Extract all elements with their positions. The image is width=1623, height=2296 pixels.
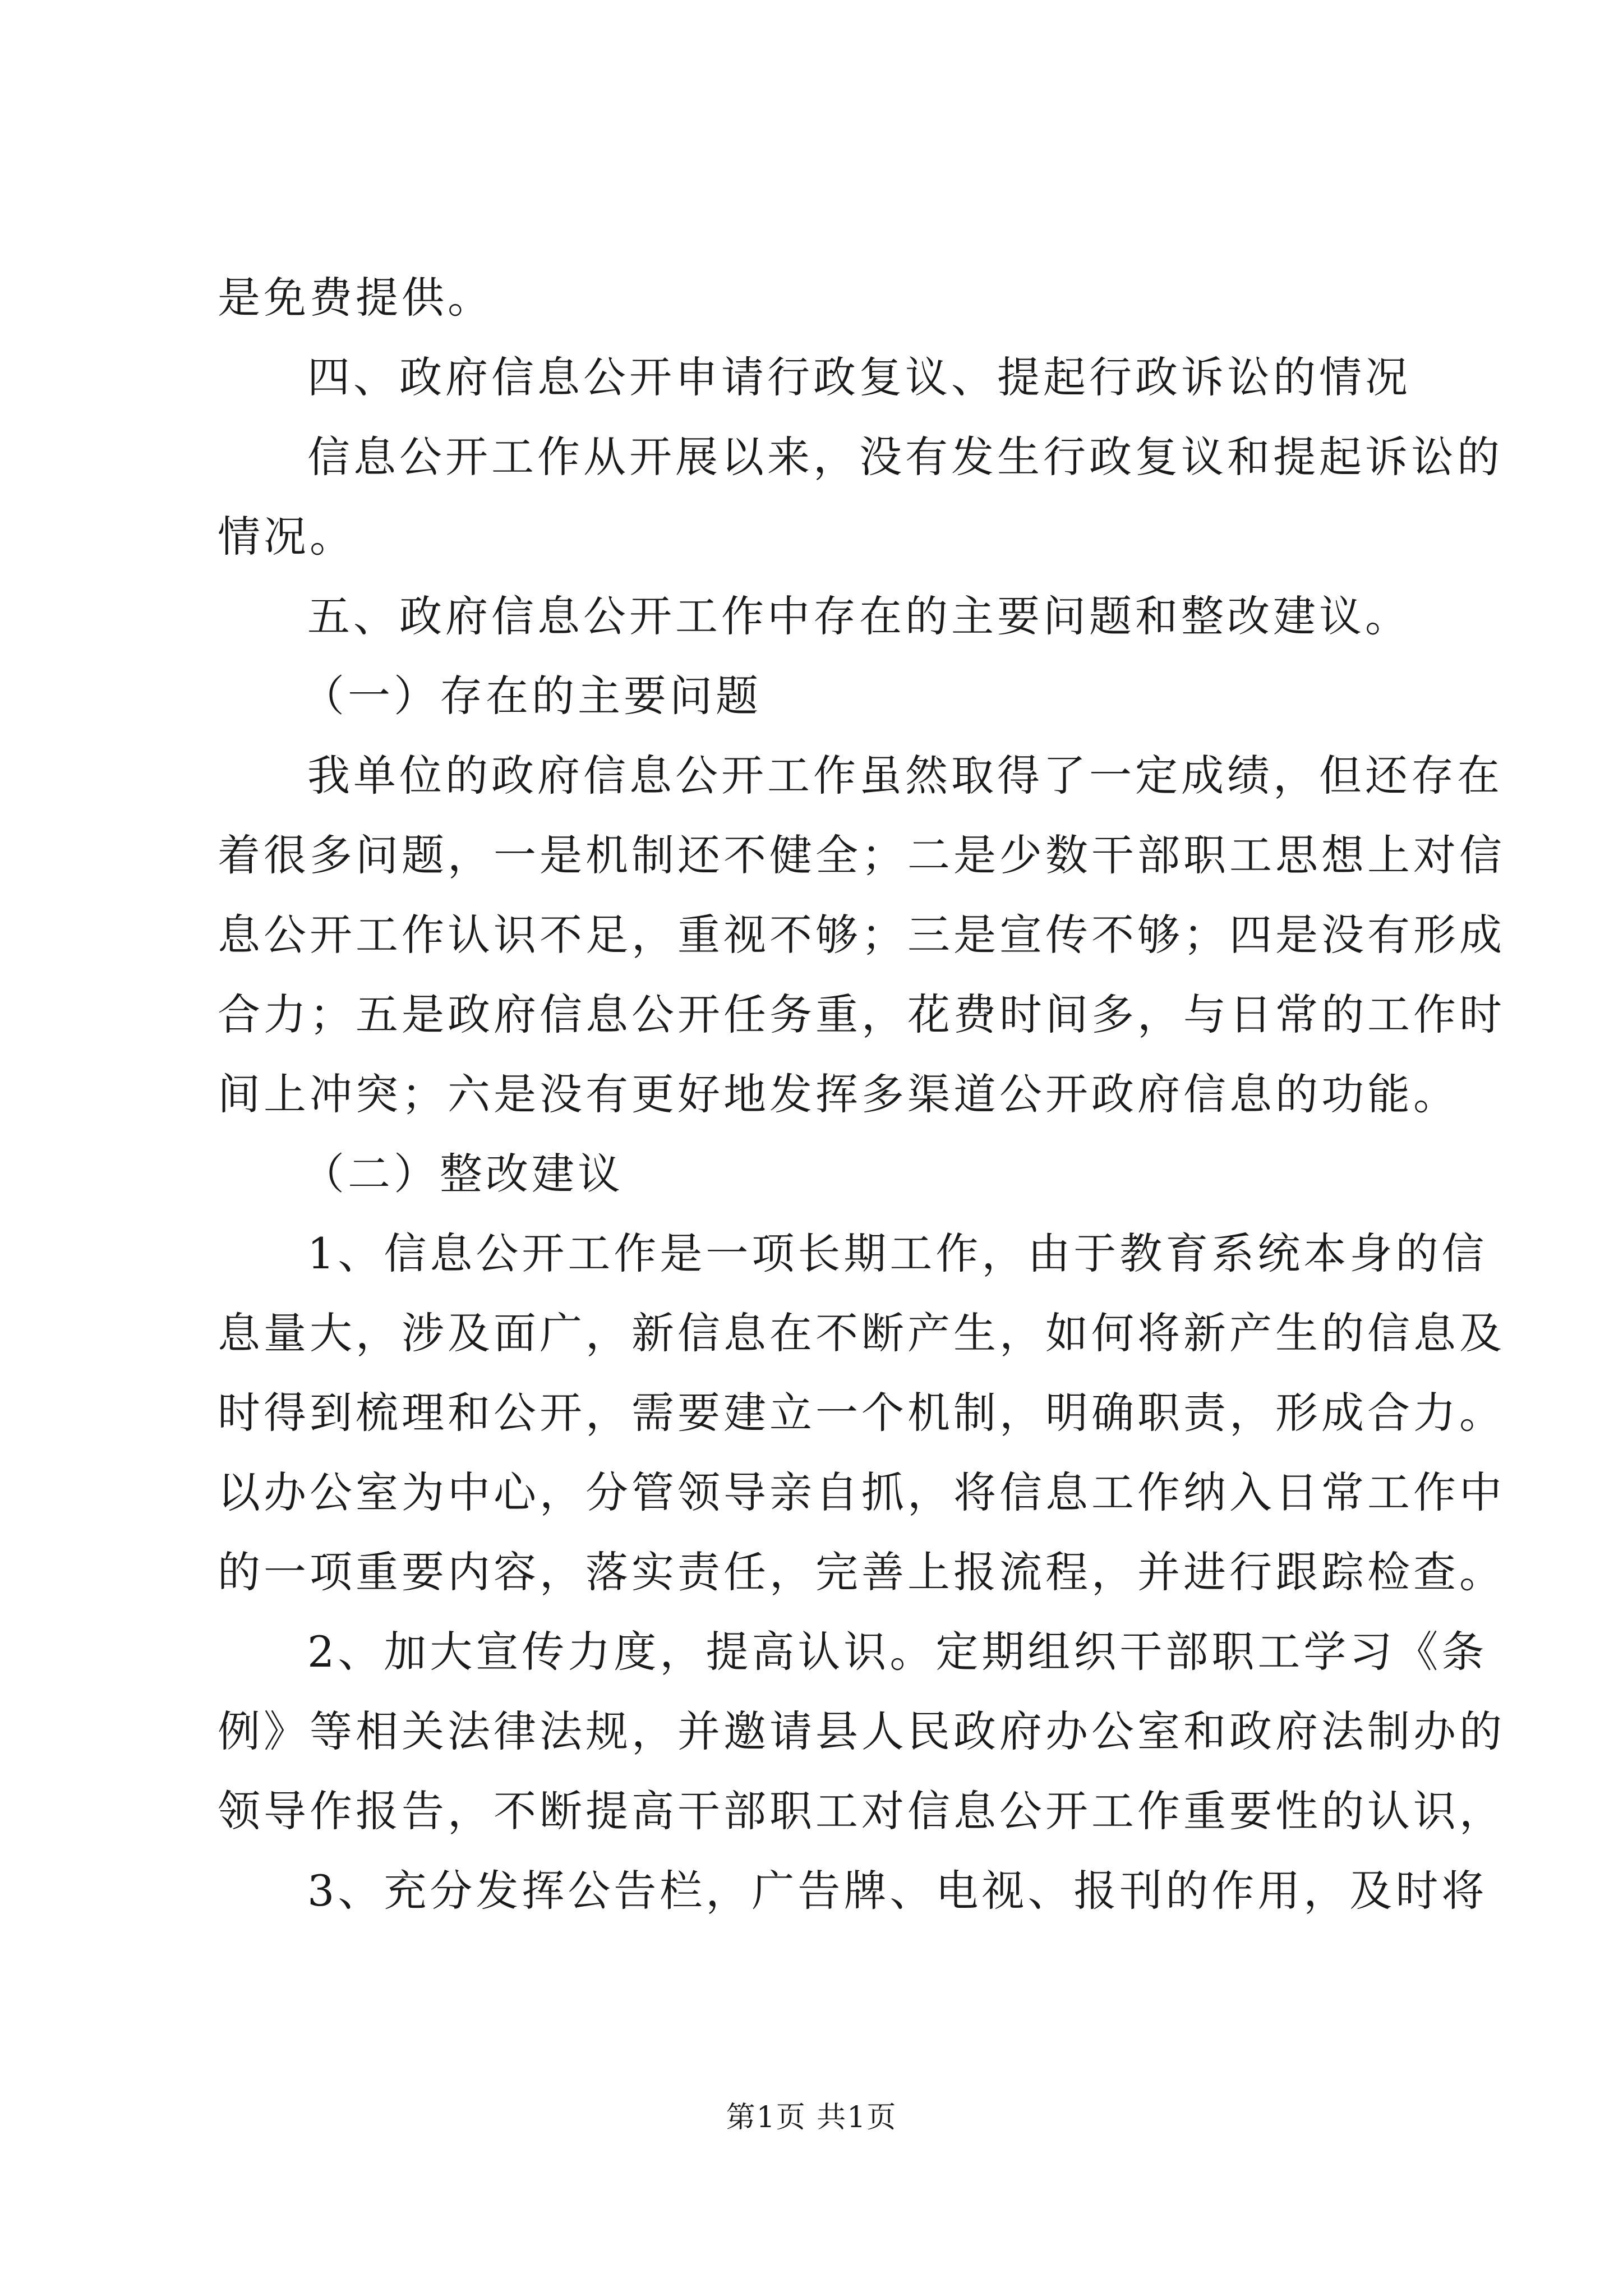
- document-body: [218, 258, 1505, 1931]
- section-heading: 五、政府信息公开工作中存在的主要问题和整改建议。: [307, 591, 1411, 641]
- text-line: 领导作报告，不断提高干部职工对信息公开工作重要性的认识，: [218, 1786, 1505, 1836]
- text-line: 的一项重要内容，落实责任，完善上报流程，并进行跟踪检查。: [218, 1547, 1505, 1597]
- text-line: 是免费提供。: [218, 273, 494, 323]
- subsection-heading: （一）存在的主要问题: [302, 671, 762, 721]
- text-line: 息公开工作认识不足，重视不够；三是宣传不够；四是没有形成: [218, 910, 1505, 960]
- text-line: 以办公室为中心，分管领导亲自抓，将信息工作纳入日常工作中: [218, 1467, 1505, 1517]
- section-heading: 四、政府信息公开申请行政复议、提起行政诉讼的情况: [307, 352, 1411, 402]
- text-line: 我单位的政府信息公开工作虽然取得了一定成绩，但还存在: [307, 751, 1503, 800]
- subsection-heading: （二）整改建议: [302, 1149, 624, 1199]
- text-line: 息量大，涉及面广，新信息在不断产生，如何将新产生的信息及: [218, 1308, 1505, 1358]
- text-line: 着很多问题，一是机制还不健全；二是少数干部职工思想上对信: [218, 830, 1505, 880]
- text-line: 信息公开工作从开展以来，没有发生行政复议和提起诉讼的: [307, 432, 1503, 482]
- text-line: 时得到梳理和公开，需要建立一个机制，明确职责，形成合力。: [218, 1388, 1505, 1438]
- text-line: 1、信息公开工作是一项长期工作，由于教育系统本身的信: [307, 1228, 1488, 1278]
- text-line: 例》等相关法律法规，并邀请县人民政府办公室和政府法制办的: [218, 1706, 1505, 1756]
- text-line: 间上冲突；六是没有更好地发挥多渠道公开政府信息的功能。: [218, 1069, 1459, 1119]
- text-line: 3、充分发挥公告栏，广告牌、电视、报刊的作用，及时将: [307, 1866, 1488, 1916]
- text-line: 2、加大宣传力度，提高认识。定期组织干部职工学习《条: [307, 1627, 1488, 1677]
- text-line: 情况。: [218, 512, 356, 562]
- page-number: 第1页 共1页: [726, 2101, 897, 2134]
- text-line: 合力；五是政府信息公开任务重，花费时间多，与日常的工作时: [218, 990, 1505, 1039]
